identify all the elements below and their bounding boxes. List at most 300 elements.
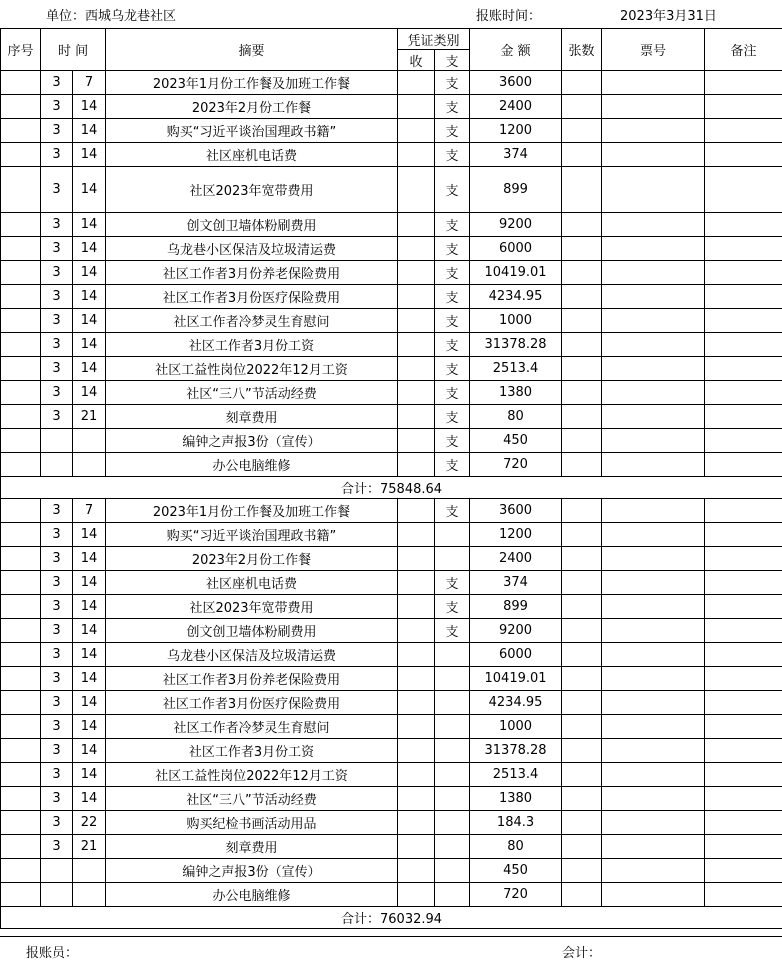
table-row [1,285,782,309]
expense-cell [435,691,470,715]
count-cell [562,571,602,595]
table-row [1,405,782,429]
seq-cell [1,333,41,357]
amount-cell: 80 [470,405,562,429]
day-cell: 14 [73,667,106,691]
summary-cell: 社区工作者冷梦灵生育慰问 [106,309,398,333]
amount-cell: 4234.95 [470,691,562,715]
month-cell [41,883,73,907]
seq-cell [1,237,41,261]
note-cell [705,667,782,691]
amount-cell: 450 [470,859,562,883]
day-cell: 14 [73,237,106,261]
day-cell [73,429,106,453]
table-row [1,667,782,691]
note-cell [705,333,782,357]
note-cell [705,571,782,595]
day-cell: 14 [73,95,106,119]
count-cell [562,811,602,835]
amount-cell: 31378.28 [470,739,562,763]
note-cell [705,523,782,547]
amount-cell: 2513.4 [470,763,562,787]
note-cell [705,499,782,523]
expense-cell: 支 [435,595,470,619]
ticket-no-cell [602,285,705,309]
ticket-no-cell [602,667,705,691]
count-cell [562,763,602,787]
note-cell [705,405,782,429]
note-cell [705,381,782,405]
ticket-no-cell [602,595,705,619]
ticket-no-cell [602,405,705,429]
amount-cell: 450 [470,429,562,453]
seq-cell [1,357,41,381]
expense-cell: 支 [435,571,470,595]
seq-cell [1,763,41,787]
income-cell [398,309,435,333]
amount-cell: 1380 [470,787,562,811]
ticket-no-cell [602,167,705,213]
expense-cell [435,739,470,763]
table-row [1,309,782,333]
month-cell [41,453,73,477]
count-cell [562,691,602,715]
summary-cell: 社区工作者3月份医疗保险费用 [106,691,398,715]
month-cell: 3 [41,381,73,405]
expense-cell: 支 [435,429,470,453]
ticket-no-cell [602,499,705,523]
ticket-no-cell [602,213,705,237]
expense-cell [435,547,470,571]
seq-cell [1,739,41,763]
amount-cell: 3600 [470,499,562,523]
income-cell [398,71,435,95]
count-cell [562,405,602,429]
summary-cell: 社区工作者冷梦灵生育慰问 [106,715,398,739]
accountant-label: 会计： [562,942,601,961]
expense-cell [435,715,470,739]
day-cell: 14 [73,381,106,405]
table-row [1,71,782,95]
ticket-no-cell [602,763,705,787]
day-cell: 14 [73,523,106,547]
summary-cell: 编钟之声报3份（宣传） [106,429,398,453]
count-cell [562,119,602,143]
col-seq: 序号 [1,29,41,71]
count-cell [562,453,602,477]
amount-cell: 374 [470,571,562,595]
count-cell [562,595,602,619]
seq-cell [1,213,41,237]
table-row [1,739,782,763]
note-cell [705,285,782,309]
table-row [1,787,782,811]
seq-cell [1,499,41,523]
month-cell: 3 [41,167,73,213]
month-cell [41,859,73,883]
seq-cell [1,453,41,477]
ticket-no-cell [602,333,705,357]
summary-cell: 社区工作者3月份养老保险费用 [106,261,398,285]
day-cell: 14 [73,333,106,357]
seq-cell [1,405,41,429]
seq-cell [1,811,41,835]
expense-cell: 支 [435,381,470,405]
count-cell [562,715,602,739]
note-cell [705,739,782,763]
day-cell: 7 [73,499,106,523]
income-cell [398,883,435,907]
table-row [1,523,782,547]
seq-cell [1,595,41,619]
expense-cell: 支 [435,619,470,643]
seq-cell [1,429,41,453]
note-cell [705,691,782,715]
amount-cell: 4234.95 [470,285,562,309]
total-cell: 合计：75848.64 [1,477,782,499]
month-cell: 3 [41,619,73,643]
summary-cell: 购买“习近平谈治国理政书籍” [106,523,398,547]
amount-cell: 720 [470,883,562,907]
summary-cell: 社区工作者3月份养老保险费用 [106,667,398,691]
amount-cell: 9200 [470,619,562,643]
note-cell [705,143,782,167]
amount-cell: 80 [470,835,562,859]
expense-cell [435,523,470,547]
ticket-no-cell [602,835,705,859]
expense-cell: 支 [435,143,470,167]
table-row [1,619,782,643]
count-cell [562,523,602,547]
table-row [1,571,782,595]
income-cell [398,167,435,213]
table-row [1,143,782,167]
income-cell [398,859,435,883]
count-cell [562,619,602,643]
amount-cell: 10419.01 [470,261,562,285]
ticket-no-cell [602,261,705,285]
expense-cell: 支 [435,309,470,333]
day-cell: 21 [73,835,106,859]
count-cell [562,643,602,667]
summary-cell: 社区工益性岗位2022年12月工资 [106,357,398,381]
amount-cell: 6000 [470,237,562,261]
ticket-no-cell [602,381,705,405]
unit-label: 单位：西城乌龙巷社区 [46,5,176,24]
count-cell [562,499,602,523]
report-time-label: 报账时间： [476,5,541,24]
month-cell: 3 [41,261,73,285]
amount-cell: 10419.01 [470,667,562,691]
note-cell [705,95,782,119]
expense-cell [435,763,470,787]
ticket-no-cell [602,787,705,811]
seq-cell [1,309,41,333]
summary-cell: 社区工作者3月份医疗保险费用 [106,285,398,309]
summary-cell: 刻章费用 [106,405,398,429]
table-row [1,167,782,213]
expense-cell: 支 [435,405,470,429]
month-cell: 3 [41,285,73,309]
summary-cell: 2023年2月份工作餐 [106,95,398,119]
ticket-no-cell [602,453,705,477]
note-cell [705,547,782,571]
income-cell [398,261,435,285]
month-cell: 3 [41,143,73,167]
note-cell [705,763,782,787]
count-cell [562,859,602,883]
expense-cell: 支 [435,119,470,143]
month-cell: 3 [41,333,73,357]
table-row [1,715,782,739]
day-cell: 14 [73,787,106,811]
ticket-no-cell [602,547,705,571]
income-cell [398,643,435,667]
day-cell: 14 [73,571,106,595]
table-row [1,595,782,619]
count-cell [562,261,602,285]
note-cell [705,643,782,667]
amount-cell: 1380 [470,381,562,405]
month-cell: 3 [41,71,73,95]
table-row [1,237,782,261]
report-date: 2023年3月31日 [620,5,717,24]
expense-cell: 支 [435,71,470,95]
table-row [1,499,782,523]
amount-cell: 2400 [470,95,562,119]
note-cell [705,119,782,143]
day-cell: 14 [73,119,106,143]
table-row [1,811,782,835]
table-row [1,547,782,571]
count-cell [562,285,602,309]
expense-cell: 支 [435,261,470,285]
count-cell [562,333,602,357]
seq-cell [1,667,41,691]
count-cell [562,381,602,405]
expense-cell [435,835,470,859]
day-cell [73,453,106,477]
month-cell: 3 [41,787,73,811]
summary-cell: 社区工作者3月份工资 [106,739,398,763]
day-cell: 22 [73,811,106,835]
note-cell [705,595,782,619]
month-cell: 3 [41,571,73,595]
summary-cell: 创文创卫墙体粉刷费用 [106,213,398,237]
expense-cell: 支 [435,237,470,261]
seq-cell [1,119,41,143]
day-cell: 14 [73,643,106,667]
amount-cell: 9200 [470,213,562,237]
expense-cell: 支 [435,167,470,213]
expense-cell: 支 [435,213,470,237]
note-cell [705,859,782,883]
amount-cell: 899 [470,595,562,619]
month-cell: 3 [41,835,73,859]
table-row [1,333,782,357]
month-cell: 3 [41,237,73,261]
day-cell: 14 [73,167,106,213]
income-cell [398,811,435,835]
table-row [1,119,782,143]
day-cell [73,883,106,907]
note-cell [705,811,782,835]
note-cell [705,429,782,453]
day-cell: 21 [73,405,106,429]
month-cell: 3 [41,691,73,715]
table-row [1,859,782,883]
count-cell [562,71,602,95]
document-header [0,0,782,28]
income-cell [398,285,435,309]
total-row [1,477,782,499]
col-ticket-no: 票号 [602,29,705,71]
day-cell: 14 [73,691,106,715]
income-cell [398,405,435,429]
day-cell: 14 [73,213,106,237]
ticket-no-cell [602,357,705,381]
summary-cell: 社区2023年宽带费用 [106,167,398,213]
voucher-table [0,28,782,929]
month-cell: 3 [41,357,73,381]
ticket-no-cell [602,715,705,739]
income-cell [398,691,435,715]
month-cell: 3 [41,811,73,835]
table-row [1,883,782,907]
income-cell [398,237,435,261]
expense-cell [435,883,470,907]
expense-cell: 支 [435,453,470,477]
reimburser-label: 报账员： [26,942,78,961]
ticket-no-cell [602,71,705,95]
seq-cell [1,71,41,95]
income-cell [398,357,435,381]
amount-cell: 31378.28 [470,333,562,357]
income-cell [398,333,435,357]
month-cell: 3 [41,763,73,787]
summary-cell: 2023年1月份工作餐及加班工作餐 [106,71,398,95]
day-cell: 14 [73,261,106,285]
note-cell [705,309,782,333]
table-row [1,453,782,477]
income-cell [398,595,435,619]
summary-cell: 社区“三八”节活动经费 [106,787,398,811]
summary-cell: 社区“三八”节活动经费 [106,381,398,405]
ticket-no-cell [602,429,705,453]
month-cell: 3 [41,523,73,547]
summary-cell: 社区座机电话费 [106,571,398,595]
month-cell: 3 [41,95,73,119]
amount-cell: 1200 [470,523,562,547]
income-cell [398,787,435,811]
seq-cell [1,95,41,119]
income-cell [398,95,435,119]
month-cell: 3 [41,595,73,619]
income-cell [398,571,435,595]
expense-cell: 支 [435,95,470,119]
ticket-no-cell [602,143,705,167]
table-row [1,763,782,787]
ticket-no-cell [602,95,705,119]
seq-cell [1,787,41,811]
ticket-no-cell [602,859,705,883]
note-cell [705,715,782,739]
header-row [1,29,782,50]
seq-cell [1,835,41,859]
income-cell [398,143,435,167]
note-cell [705,167,782,213]
expense-cell [435,667,470,691]
day-cell: 14 [73,715,106,739]
table-row [1,691,782,715]
summary-cell: 购买纪检书画活动用品 [106,811,398,835]
income-cell [398,715,435,739]
count-cell [562,835,602,859]
count-cell [562,95,602,119]
seq-cell [1,523,41,547]
day-cell [73,859,106,883]
count-cell [562,547,602,571]
expense-cell: 支 [435,285,470,309]
summary-cell: 办公电脑维修 [106,453,398,477]
month-cell: 3 [41,547,73,571]
ticket-no-cell [602,739,705,763]
col-time: 时 间 [41,29,106,71]
ticket-no-cell [602,691,705,715]
summary-cell: 编钟之声报3份（宣传） [106,859,398,883]
expense-cell: 支 [435,357,470,381]
ticket-no-cell [602,523,705,547]
ticket-no-cell [602,643,705,667]
month-cell: 3 [41,499,73,523]
month-cell: 3 [41,405,73,429]
note-cell [705,883,782,907]
income-cell [398,547,435,571]
count-cell [562,143,602,167]
count-cell [562,357,602,381]
note-cell [705,237,782,261]
amount-cell: 899 [470,167,562,213]
month-cell: 3 [41,309,73,333]
summary-cell: 2023年1月份工作餐及加班工作餐 [106,499,398,523]
table-row [1,213,782,237]
seq-cell [1,143,41,167]
amount-cell: 1000 [470,309,562,333]
month-cell [41,429,73,453]
day-cell: 7 [73,71,106,95]
month-cell: 3 [41,643,73,667]
day-cell: 14 [73,739,106,763]
amount-cell: 1000 [470,715,562,739]
count-cell [562,739,602,763]
note-cell [705,453,782,477]
table-row [1,381,782,405]
note-cell [705,71,782,95]
month-cell: 3 [41,667,73,691]
amount-cell: 374 [470,143,562,167]
month-cell: 3 [41,119,73,143]
income-cell [398,429,435,453]
summary-cell: 2023年2月份工作餐 [106,547,398,571]
day-cell: 14 [73,143,106,167]
col-note: 备注 [705,29,782,71]
count-cell [562,883,602,907]
col-amount: 金 额 [470,29,562,71]
amount-cell: 2513.4 [470,357,562,381]
summary-cell: 社区工作者3月份工资 [106,333,398,357]
seq-cell [1,381,41,405]
col-count: 张数 [562,29,602,71]
